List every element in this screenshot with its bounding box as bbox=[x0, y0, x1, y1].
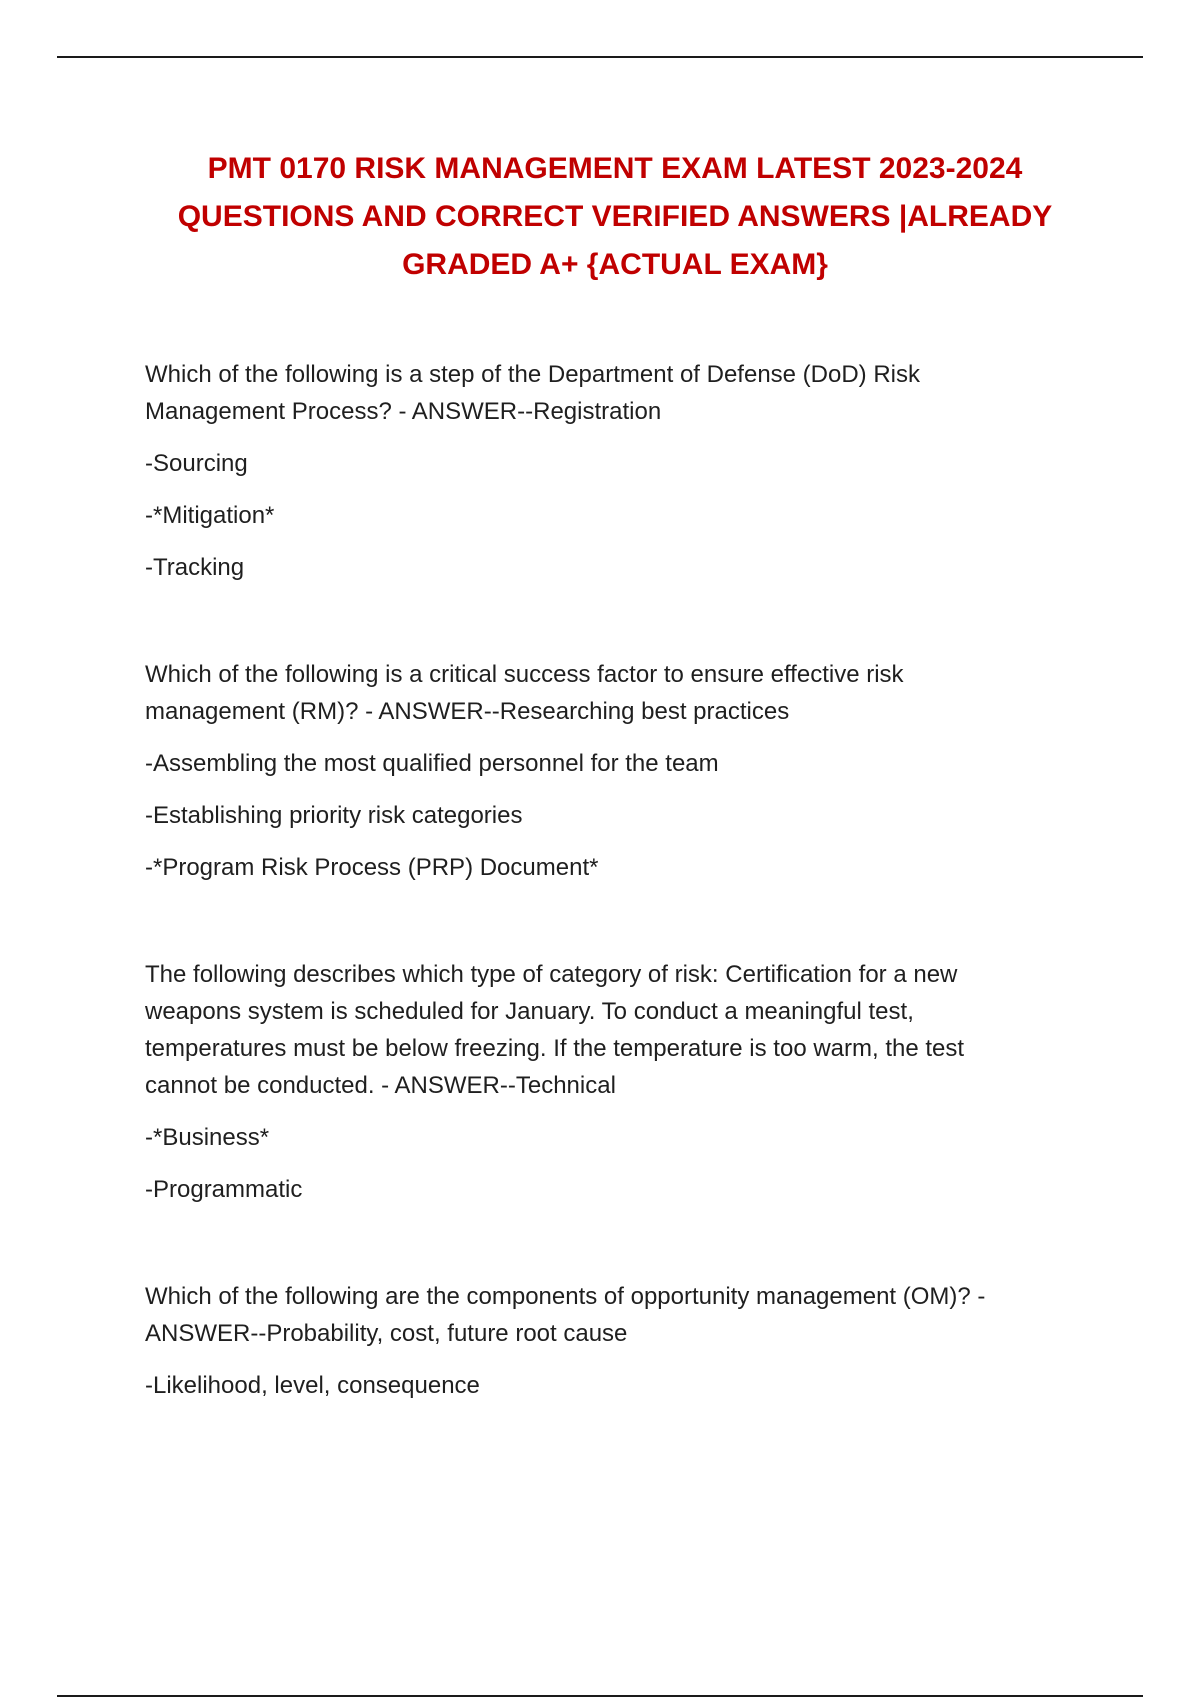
answer-option: -Tracking bbox=[145, 554, 245, 581]
answer-option: -Sourcing bbox=[145, 450, 248, 477]
answer-option: -*Mitigation* bbox=[145, 502, 275, 529]
question-text bbox=[145, 656, 1085, 730]
answer-option: -*Business* bbox=[145, 1124, 270, 1151]
question-block-4 bbox=[145, 1278, 1085, 1404]
question-text bbox=[145, 356, 1085, 430]
answer-option: -*Program Risk Process (PRP) Document* bbox=[145, 854, 599, 881]
bottom-rule bbox=[57, 1695, 1143, 1697]
questions-list bbox=[145, 356, 1085, 1474]
question-line: Management Process? - ANSWER--Registration bbox=[145, 398, 662, 425]
question-text bbox=[145, 1278, 1085, 1352]
question-line: Which of the following is a step of the Department of Defense (DoD) Risk bbox=[145, 361, 921, 388]
title-line-2: QUESTIONS AND CORRECT VERIFIED ANSWERS |ALREADY bbox=[177, 200, 1053, 233]
question-line: cannot be conducted. - ANSWER--Technical bbox=[145, 1072, 616, 1099]
answer-option: -Establishing priority risk categories bbox=[145, 802, 523, 829]
question-block-2 bbox=[145, 656, 1085, 886]
answer-option: -Likelihood, level, consequence bbox=[145, 1372, 480, 1399]
question-line: ANSWER--Probability, cost, future root cause bbox=[145, 1320, 628, 1347]
question-line: Which of the following is a critical success factor to ensure effective risk bbox=[145, 661, 904, 688]
answer-option: -Programmatic bbox=[145, 1176, 303, 1203]
title-line-3: GRADED A+ {ACTUAL EXAM} bbox=[402, 248, 828, 281]
document-title bbox=[150, 145, 1080, 289]
question-line: management (RM)? - ANSWER--Researching best practices bbox=[145, 698, 790, 725]
answer-option: -Assembling the most qualified personnel for the team bbox=[145, 750, 719, 777]
question-line: The following describes which type of category of risk: Certification for a new bbox=[145, 961, 958, 988]
question-line: weapons system is scheduled for January. To conduct a meaningful test, bbox=[145, 998, 914, 1025]
question-line: temperatures must be below freezing. If the temperature is too warm, the test bbox=[145, 1035, 965, 1062]
question-block-1 bbox=[145, 356, 1085, 586]
title-line-1: PMT 0170 RISK MANAGEMENT EXAM LATEST 2023-2024 bbox=[207, 152, 1023, 185]
question-text bbox=[145, 956, 1085, 1104]
question-block-3 bbox=[145, 956, 1085, 1208]
top-rule bbox=[57, 56, 1143, 58]
question-line: Which of the following are the components of opportunity management (OM)? - bbox=[145, 1283, 986, 1310]
